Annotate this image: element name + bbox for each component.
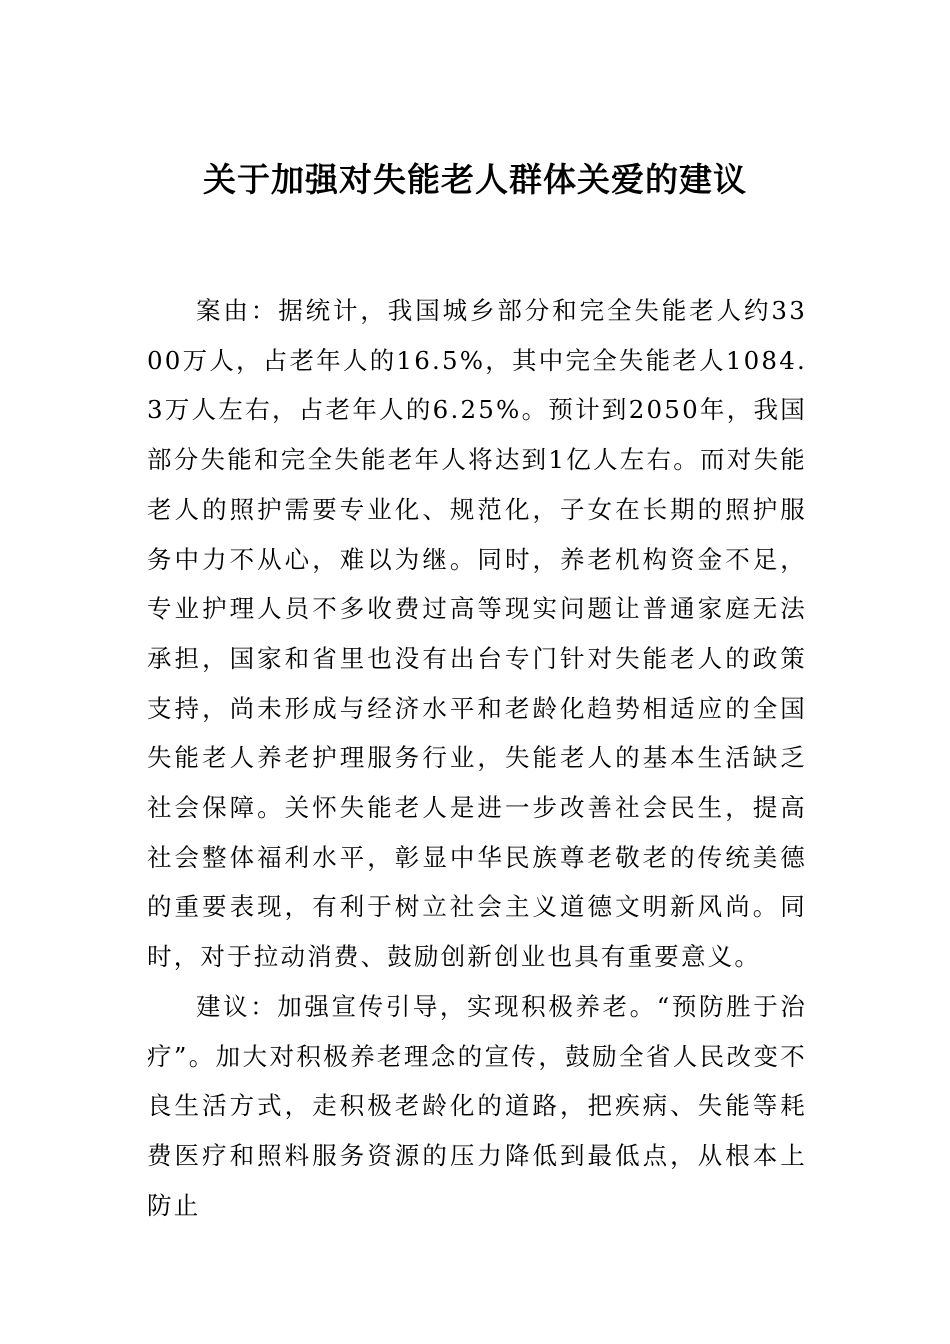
document-body bbox=[147, 286, 807, 1230]
document-title: 关于加强对失能老人群体关爱的建议 bbox=[203, 160, 747, 199]
paragraph-case-background: 案由：据统计，我国城乡部分和完全失能老人约3300万人，占老年人的16.5%，其中完全失能老人1084.3万人左右，占老年人的6.25%。预计到2050年，我国部分失能和完全失能老年人将达到1亿人左右。而对失能老人的照护需要专业化、规范化，子女在长期的照护服务中力不从心，难以为继。同时，养老机构资金不足，专业护理人员不多收费过高等现实问题让普通家庭无法承担，国家和省里也没有出台专门针对失能老人的政策支持，尚未形成与经济水平和老龄化趋势相适应的全国失能老人养老护理服务行业，失能老人的基本生活缺乏社会保障。关怀失能老人是进一步改善社会民生，提高社会整体福利水平，彰显中华民族尊老敬老的传统美德的重要表现，有利于树立社会主义道德文明新风尚。同时，对于拉动消费、鼓励创新创业也具有重要意义。 bbox=[147, 296, 807, 972]
paragraph-suggestion: 建议：加强宣传引导，实现积极养老。“预防胜于治疗”。加大对积极养老理念的宣传，鼓励全省人民改变不良生活方式，走积极老龄化的道路，把疾病、失能等耗费医疗和照料服务资源的压力降低到最低点，从根本上防止 bbox=[147, 991, 807, 1220]
